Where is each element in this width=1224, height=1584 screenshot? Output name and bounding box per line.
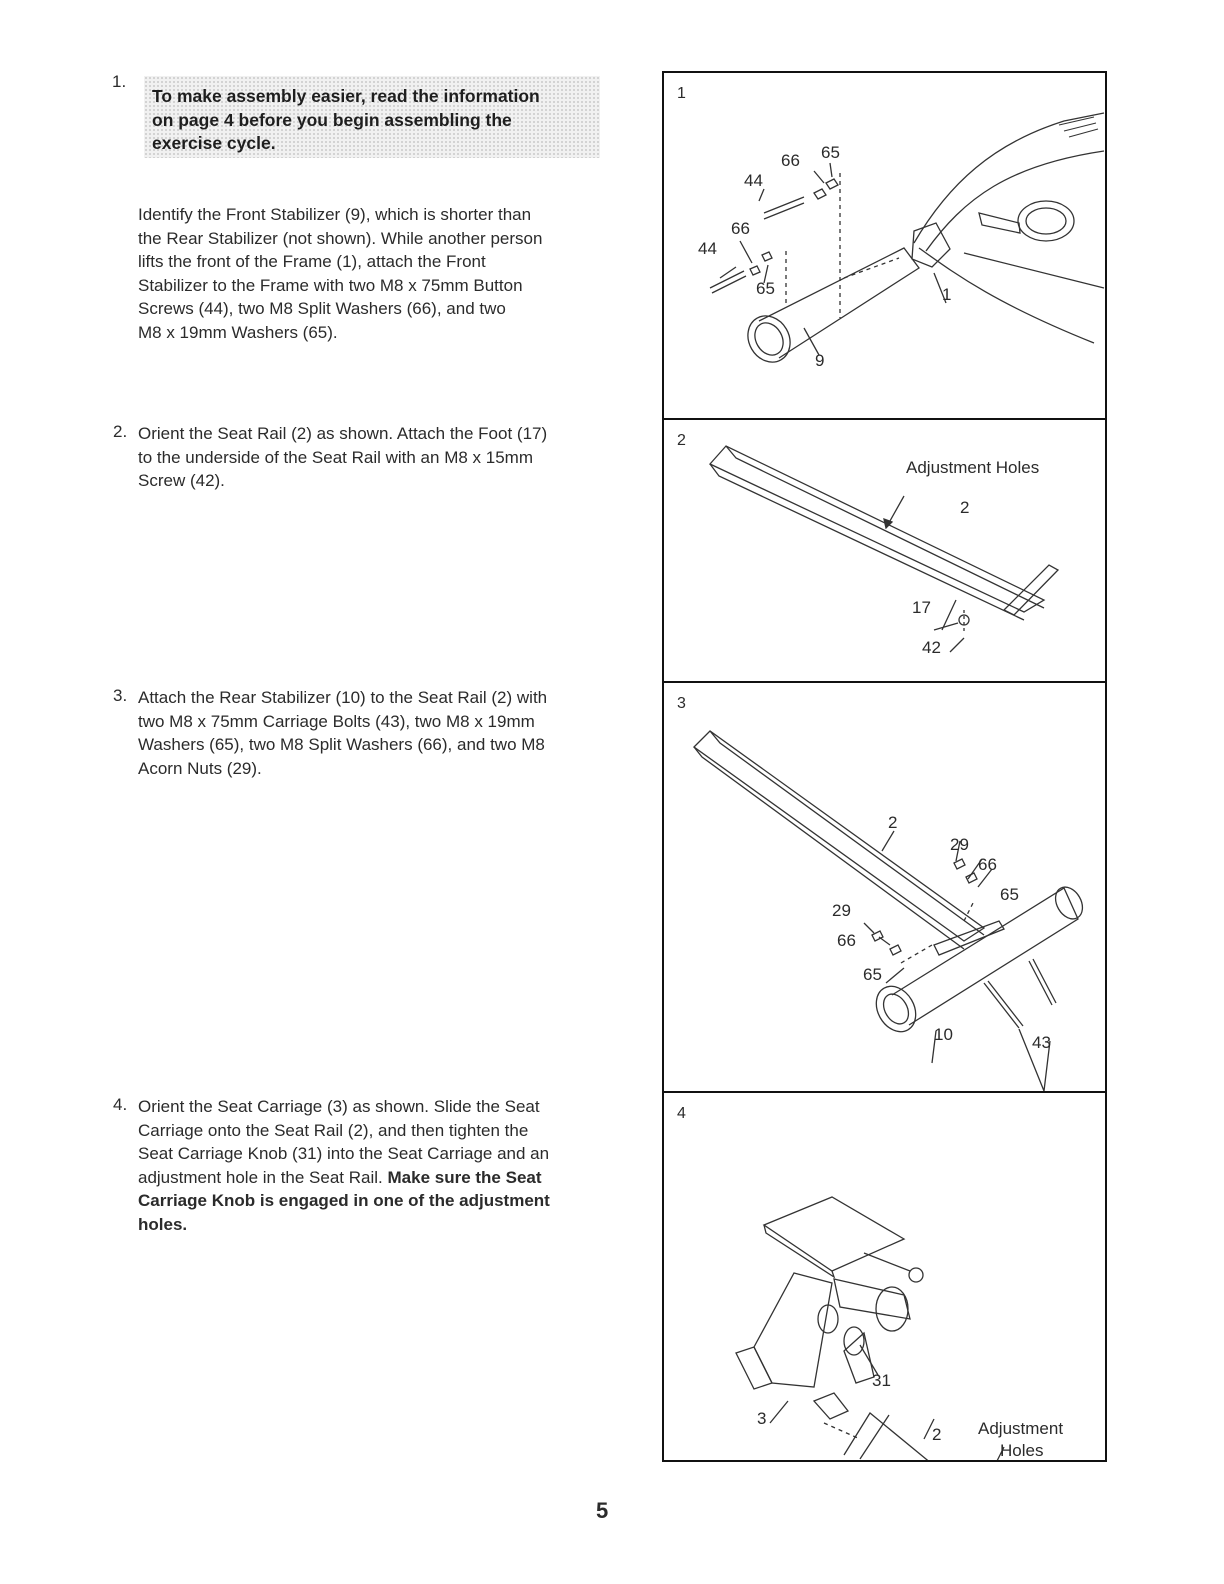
assembly-note bbox=[144, 76, 600, 158]
note-line: exercise cycle. bbox=[152, 133, 276, 153]
callout: Adjustment bbox=[978, 1419, 1064, 1438]
figure-label: 1 bbox=[677, 85, 686, 102]
figure-label: 2 bbox=[677, 432, 686, 449]
callout: 43 bbox=[1032, 1033, 1051, 1052]
callout: 2 bbox=[888, 813, 898, 832]
callout: 66 bbox=[837, 931, 856, 950]
callout: 66 bbox=[781, 151, 800, 170]
step-number: 4. bbox=[113, 1095, 128, 1114]
callout: 65 bbox=[863, 965, 882, 984]
callout: Adjustment Holes bbox=[906, 458, 1040, 477]
figure-4 bbox=[664, 1093, 1105, 1460]
callout: 2 bbox=[932, 1425, 942, 1444]
seat-carriage-diagram bbox=[664, 1093, 1105, 1460]
callout: 65 bbox=[756, 279, 775, 298]
callout: 10 bbox=[934, 1025, 953, 1044]
note-line: To make assembly easier, read the information bbox=[152, 86, 540, 106]
callout: 66 bbox=[731, 219, 750, 238]
callout: 2 bbox=[960, 498, 970, 517]
callout: 29 bbox=[950, 835, 969, 854]
callout: 29 bbox=[832, 901, 851, 920]
page-number: 5 bbox=[596, 1498, 609, 1523]
step-text: Attach the Rear Stabilizer (10) to the Seat Rail (2) with two M8 x 75mm Carriage Bolts (43), two M8 x 19mm Washers (65), two M8 Split Washers (66), and two M8 Acorn Nuts (29). bbox=[138, 688, 548, 778]
callout: 9 bbox=[815, 351, 825, 370]
callout: 31 bbox=[872, 1371, 891, 1390]
step-text: Orient the Seat Rail (2) as shown. Attach the Foot (17) to the underside of the Seat Rail with an M8 x 15mm Screw (42). bbox=[138, 424, 548, 490]
figure-panels bbox=[662, 71, 1107, 1462]
callout: 65 bbox=[821, 143, 840, 162]
figure-2 bbox=[664, 420, 1105, 683]
step-text: Identify the Front Stabilizer (9), which is shorter than the Rear Stabilizer (not shown). While another person lifts the front of the Frame (1), attach the Front Stabilizer to the Frame with two M8 x 75mm Button Screws (44), two M8 Split Washers (66), and two M8 x 19mm Washers (65). bbox=[138, 205, 543, 342]
figure-label: 4 bbox=[677, 1105, 686, 1122]
step-text: Orient the Seat Carriage (3) as shown. Slide the Seat Carriage onto the Seat Rail (2), and then tighten the Seat Carriage Knob (31) into the Seat Carriage and an adjustment hole in the Seat Rail. Make sure the Seat Carriage Knob is engaged in one of the adjustment holes. bbox=[138, 1097, 550, 1234]
callout: 3 bbox=[757, 1409, 767, 1428]
rear-stabilizer-diagram bbox=[664, 683, 1105, 1091]
callout: Holes bbox=[1000, 1441, 1044, 1460]
callout: 17 bbox=[912, 598, 931, 617]
step-number: 1. bbox=[112, 72, 127, 91]
callout: 66 bbox=[978, 855, 997, 874]
callout: 44 bbox=[744, 171, 763, 190]
figure-3 bbox=[664, 683, 1105, 1093]
figure-label: 3 bbox=[677, 695, 686, 712]
front-stabilizer-diagram bbox=[664, 73, 1105, 418]
figure-1 bbox=[664, 73, 1105, 420]
callout: 65 bbox=[1000, 885, 1019, 904]
step-number: 2. bbox=[113, 422, 128, 441]
note-line: on page 4 before you begin assembling the bbox=[152, 109, 512, 130]
callout: 42 bbox=[922, 638, 941, 657]
step-number: 3. bbox=[113, 686, 128, 705]
callout: 1 bbox=[942, 285, 952, 304]
callout: 44 bbox=[698, 239, 717, 258]
